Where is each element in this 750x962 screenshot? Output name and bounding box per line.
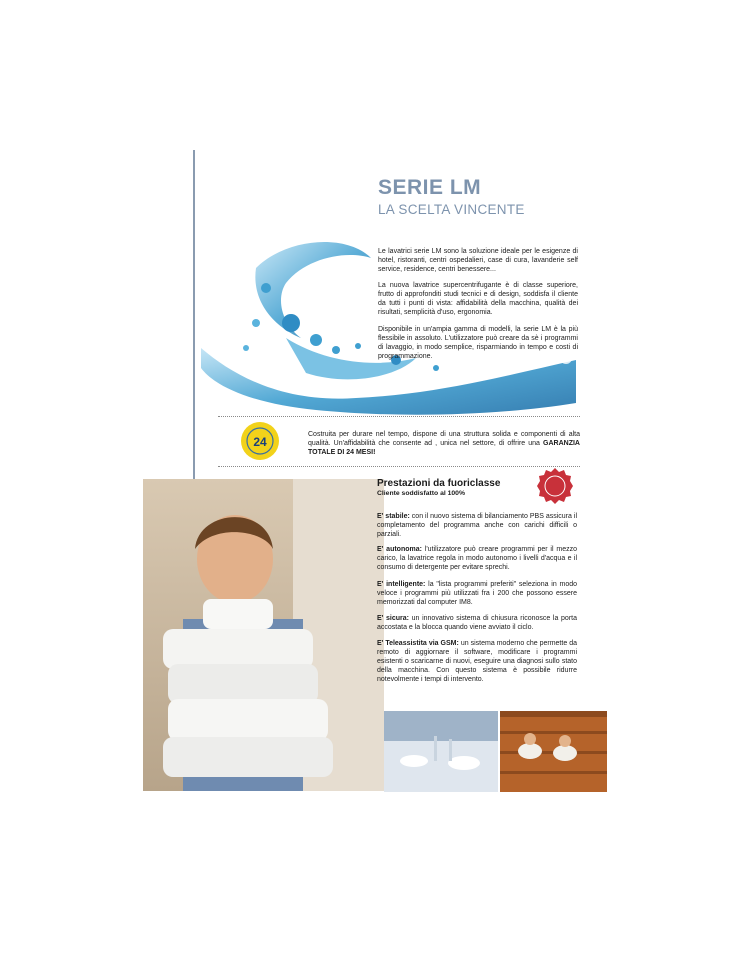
- restaurant-table-photo: [384, 711, 498, 792]
- feature-item-safe: E' sicura: un innovativo sistema di chiusura riconosce la porta accostata e la blocca quando viene avviato il ciclo.: [377, 615, 577, 631]
- feature-item-autonomous: E' autonoma: l'utilizzatore può creare programmi per il mezzo carico, la lavatrice regola in modo autonomo i livelli d'acqua e il consumo di detergente per evitare sprechi.: [377, 546, 577, 571]
- warranty-badge-icon: [240, 421, 280, 461]
- dotted-divider: [218, 466, 580, 467]
- page-subtitle: LA SCELTA VINCENTE: [378, 202, 525, 217]
- feature-item-intelligent: E' intelligente: la "lista programmi preferiti" seleziona in modo veloce i programmi più utilizzati fra i 200 che possono essere memorizzati dal computer IM8.: [377, 581, 577, 606]
- feature-item-stable: E' stabile: con il nuovo sistema di bilanciamento PBS assicura il completamento del programma anche con carichi difficili o parziali.: [377, 513, 577, 538]
- intro-paragraph-3: Disponibile in un'ampia gamma di modelli, la serie LM è la più flessibile in assoluto. L'utilizzatore può creare da sè i programmi di lavaggio, in modo semplice, risparmiando in tempo e costi di programmazione.: [378, 326, 578, 360]
- sauna-photo: [500, 711, 607, 792]
- intro-paragraph-2: La nuova lavatrice supercentrifugante è di classe superiore, frutto di approfonditi studi tecnici e di design, soddisfa il cliente da tutti i punti di vista: affidabilità della macchina, qualità dei risultati, semplicità d'uso, ergonomia.: [378, 282, 578, 316]
- quality-seal-icon: [536, 467, 574, 505]
- feature-item-gsm: E' Teleassistita via GSM: un sistema moderno che permette da remoto di aggiornare il software, modificare i programmi esistenti o scaricarne di nuovi, eseguire una diagnosi sullo stato della macchina. Con questo sistema è possibile ridurre notevolmente i tempi di intervento.: [377, 640, 577, 683]
- intro-paragraph-1: Le lavatrici serie LM sono la soluzione ideale per le esigenze di hotel, ristoranti, centri ospedalieri, case di cura, lavanderie self service, residence, centri benessere...: [378, 248, 578, 273]
- warranty-text: [308, 430, 580, 457]
- warranty-highlight: GARANZIA TOTALE DI 24 MESI!: [308, 440, 580, 456]
- features-subtitle: Cliente soddisfatto al 100%: [377, 490, 466, 497]
- dotted-divider: [218, 416, 580, 417]
- warranty-body: Costruita per durare nel tempo, dispone di una struttura solida e componenti di alta qualità. Un'affidabilità che consente ad , unica nel settore, di offrire una: [308, 431, 580, 447]
- woman-with-towels-photo: [143, 479, 384, 791]
- features-title: Prestazioni da fuoriclasse: [377, 478, 501, 489]
- warranty-badge-number: 24: [253, 435, 267, 449]
- page-title: SERIE LM: [378, 176, 482, 199]
